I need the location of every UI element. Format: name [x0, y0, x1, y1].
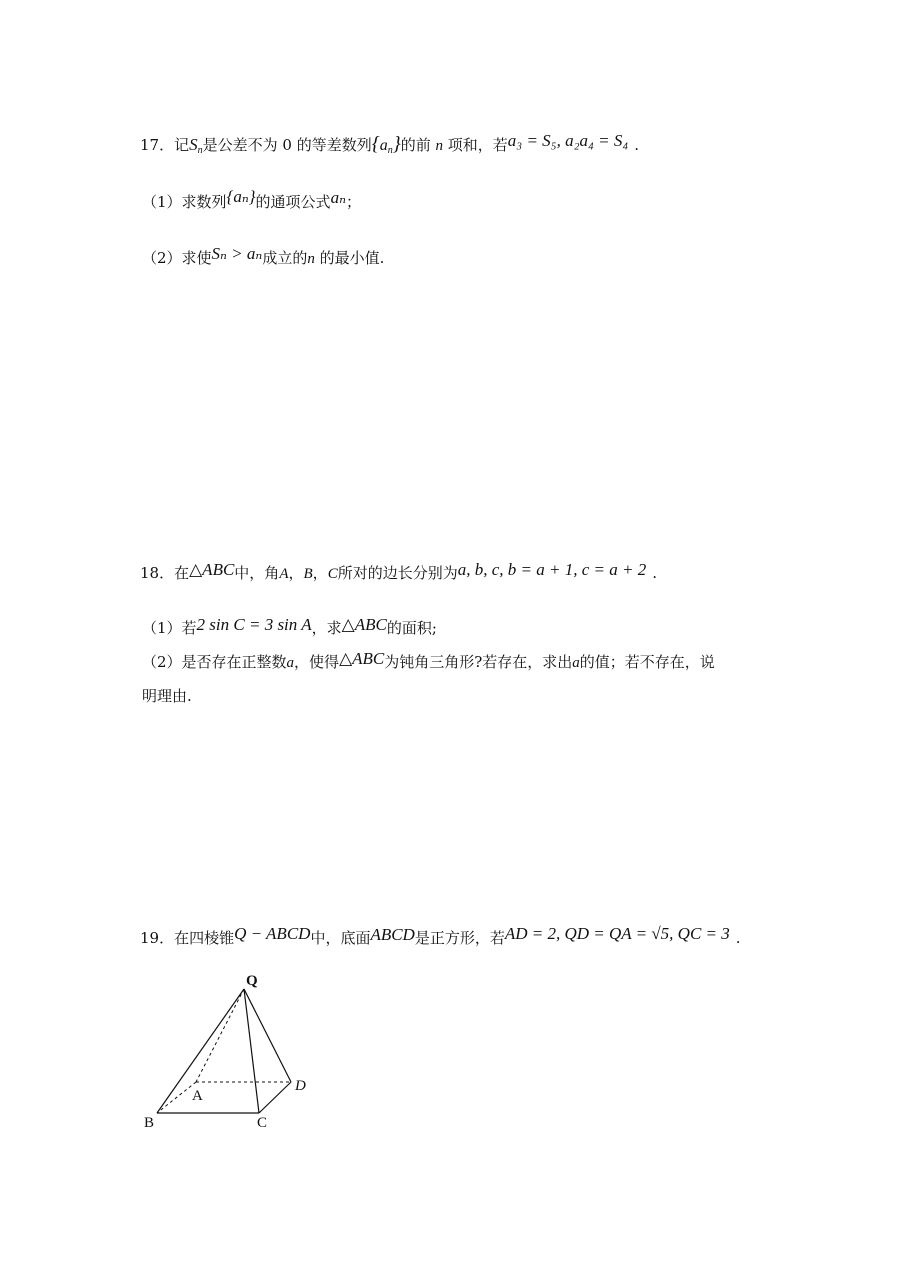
- pyramid-figure: [140, 970, 320, 1132]
- q18-statement: 18．在△ABC中，角A，B，C所对的边长分别为a, b, c, b = a + 1, c = a + 2 .: [140, 560, 657, 582]
- q19-base: ABCD: [370, 925, 415, 944]
- q18-condition: a, b, c, b = a + 1, c = a + 2: [457, 560, 647, 579]
- label-B: B: [144, 1115, 155, 1131]
- q19-pyramid: Q − ABCD: [234, 924, 311, 943]
- q18-number: 18．: [140, 564, 175, 582]
- q17-part1: （1）求数列{aₙ}的通项公式aₙ；: [142, 187, 361, 211]
- q19-condition: AD = 2, QD = QA = √5, QC = 3: [504, 924, 730, 943]
- edge-QD: [244, 989, 291, 1082]
- q18-triangle: △ABC: [189, 560, 235, 579]
- q17-p1-sequence: {aₙ}: [226, 187, 256, 206]
- label-A: A: [192, 1088, 203, 1104]
- q18-part2: （2）是否存在正整数a，使得△ABC为钝角三角形?若存在，求出a的值；若不存在，说: [142, 649, 715, 671]
- edge-QA-hidden: [196, 989, 244, 1082]
- edge-AB-hidden: [157, 1082, 196, 1113]
- q17-part2: （2）求使Sₙ > aₙ成立的n 的最小值.: [142, 244, 385, 267]
- q19-number: 19．: [140, 929, 175, 947]
- q18-p1-equation: 2 sin C = 3 sin A: [196, 615, 312, 634]
- q17-number: 17．: [140, 136, 175, 154]
- q17-sequence: $\{a_n\}$: [371, 133, 401, 156]
- q17-condition: a₃ = S₅, a₂a₄ = S₄: [507, 131, 629, 150]
- edge-QC: [244, 989, 259, 1113]
- q17-p1-an: aₙ: [330, 188, 346, 207]
- q17-statement: 17．记$S_n$是公差不为 0 的等差数列$\{a_n\}$的前 n 项和，若a₃ = S₅, a₂a₄ = S₄ .: [140, 131, 640, 156]
- q18-part1: （1）若2 sin C = 3 sin A，求△ABC的面积;: [142, 615, 437, 637]
- q17-p2-inequality: Sₙ > aₙ: [211, 244, 263, 263]
- q18-p2-triangle: △ABC: [339, 649, 385, 668]
- edge-CD: [259, 1082, 291, 1113]
- label-D: D: [295, 1078, 306, 1094]
- q17-sn: $S_n$: [189, 135, 203, 156]
- label-C: C: [257, 1115, 268, 1131]
- q19-statement: 19．在四棱锥Q − ABCD中，底面ABCD是正方形，若AD = 2, QD = QA = √5, QC = 3 .: [140, 924, 741, 947]
- q18-p1-triangle: △ABC: [341, 615, 387, 634]
- label-Q: Q: [246, 973, 258, 989]
- q18-part2-continuation: 明理由.: [142, 687, 192, 705]
